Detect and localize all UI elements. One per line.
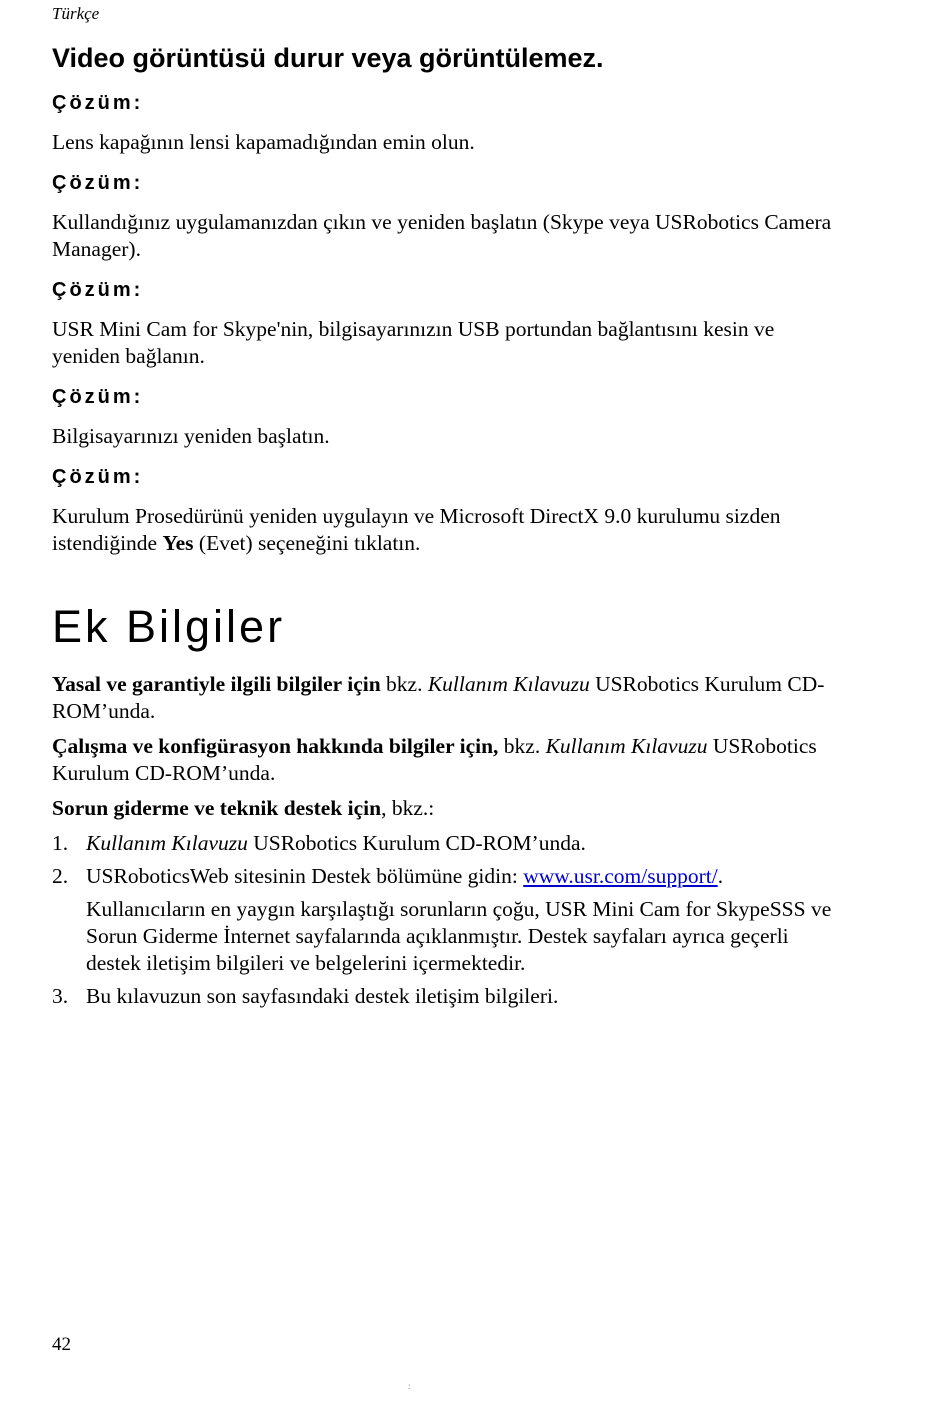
operation-info-paragraph <box>52 733 832 787</box>
user-guide-ref: Kullanım Kılavuzu <box>427 672 590 696</box>
support-info-paragraph <box>52 795 832 822</box>
text-part: USRobotics Kurulum CD-ROM’unda. <box>52 734 817 785</box>
list-item <box>52 830 832 857</box>
solution-label: Çözüm: <box>52 466 144 488</box>
text-part: USRobotics Kurulum CD-ROM’unda. <box>52 672 825 723</box>
bottom-mark: : <box>408 1381 411 1391</box>
support-link[interactable]: www.usr.com/support/ <box>523 864 718 888</box>
support-info-label: Sorun giderme ve teknik destek için <box>52 796 382 820</box>
list-item-note: Kullanıcıların en yaygın karşılaştığı sorunların çoğu, USR Mini Cam for SkypeSSS ve Sorun Giderme İnternet sayfalarında açıklanmıştır. Destek sayfaları ayrıca geçerli destek iletişim bilgileri ve belgelerini içermektedir. <box>86 897 832 975</box>
list-number: 3. <box>52 984 69 1008</box>
text-part: , bkz.: <box>381 796 435 820</box>
solution-label: Çözüm: <box>52 92 144 114</box>
legal-info-paragraph <box>52 671 832 725</box>
solution-text-last <box>52 503 832 557</box>
list-item <box>52 983 832 1010</box>
legal-info-label: Yasal ve garantiyle ilgili bilgiler için <box>52 672 381 696</box>
list-number: 1. <box>52 831 69 855</box>
page-content <box>52 40 832 1016</box>
list-text: USRoboticsWeb sitesinin Destek bölümüne gidin: <box>86 864 524 888</box>
solution-text: Bilgisayarınızı yeniden başlatın. <box>52 424 330 448</box>
text-part: bkz. <box>380 672 428 696</box>
running-head: Türkçe <box>52 4 100 23</box>
additional-info-heading: Ek Bilgiler <box>52 601 286 652</box>
solution-text-part: Kurulum Prosedürünü yeniden uygulayın ve Microsoft DirectX 9.0 kurulumu sizden istendiğinde <box>52 504 781 555</box>
solution-label: Çözüm: <box>52 386 144 408</box>
solution-label: Çözüm: <box>52 172 144 194</box>
troubleshooting-title: Video görüntüsü durur veya görüntülemez. <box>52 43 604 73</box>
yes-keyword: Yes <box>162 531 194 555</box>
solution-text: Kullandığınız uygulamanızdan çıkın ve yeniden başlatın (Skype veya USRobotics Camera Manager). <box>52 210 832 261</box>
page-number: 42 <box>52 1334 71 1355</box>
solution-text: USR Mini Cam for Skype'nin, bilgisayarınızın USB portundan bağlantısını kesin ve yeniden bağlanın. <box>52 317 775 368</box>
solution-text: Lens kapağının lensi kapamadığından emin olun. <box>52 130 475 154</box>
user-guide-ref: Kullanım Kılavuzu <box>545 734 708 758</box>
list-item <box>52 863 832 890</box>
list-text: USRobotics Kurulum CD-ROM’unda. <box>247 831 586 855</box>
operation-info-label: Çalışma ve konfigürasyon hakkında bilgiler için, <box>52 734 499 758</box>
user-guide-ref: Kullanım Kılavuzu <box>86 831 248 855</box>
solution-label: Çözüm: <box>52 279 144 301</box>
list-number: 2. <box>52 864 69 888</box>
list-text: . <box>717 864 724 888</box>
list-text: Bu kılavuzun son sayfasındaki destek iletişim bilgileri. <box>86 984 559 1008</box>
solution-text-part: (Evet) seçeneğini tıklatın. <box>193 531 421 555</box>
text-part: bkz. <box>498 734 546 758</box>
